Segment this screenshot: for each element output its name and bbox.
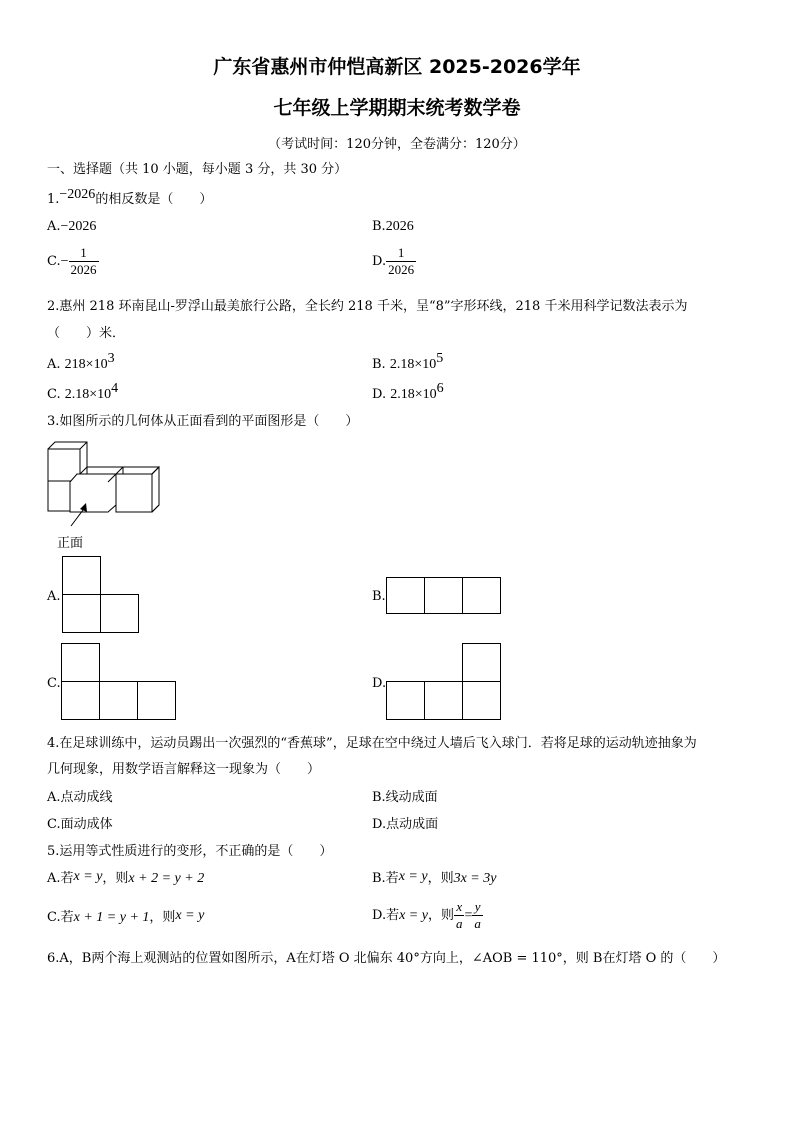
option-value: −2026: [60, 219, 97, 234]
q5-option-d[interactable]: [372, 899, 483, 932]
option-exponent: 5: [436, 351, 444, 366]
q3-option-c-label[interactable]: C.: [47, 676, 61, 691]
q4-option-c[interactable]: C.面动成体: [47, 817, 113, 832]
fraction: [454, 899, 465, 932]
option-base: 2.18×10: [389, 357, 437, 372]
option-exponent: 6: [436, 381, 444, 396]
q2-option-b[interactable]: [372, 351, 443, 373]
exam-title-line1: 广东省惠州市仲恺高新区 2025-2026学年: [213, 56, 581, 78]
option-label: C.: [47, 387, 61, 402]
question-3-stem: 3.如图所示的几何体从正面看到的平面图形是（ ）: [47, 414, 359, 429]
q3-option-d-figure[interactable]: [386, 643, 504, 723]
option-base: 218×10: [64, 357, 108, 372]
fraction: [69, 245, 99, 278]
question-2-stem-line2: （ ）米．: [47, 326, 126, 341]
question-number: 1.: [47, 192, 60, 207]
option-label: B.: [372, 357, 386, 372]
option-exponent: 4: [111, 381, 119, 396]
q1-option-b[interactable]: [372, 219, 414, 235]
question-1-text: 的相反数是（ ）: [95, 192, 213, 207]
question-6-stem: 6.A，B两个海上观测站的位置如图所示，A在灯塔 O 北偏东 40°方向上，∠AOB = 110°，则 B在灯塔 O 的（ ）: [47, 951, 726, 966]
option-label: C.若: [47, 910, 74, 925]
q4-option-b[interactable]: B.线动成面: [372, 790, 438, 805]
option-condition: x = y: [398, 869, 428, 884]
option-value: 2026: [385, 219, 414, 234]
option-then: ，则: [149, 910, 176, 925]
question-1-expr: −2026: [59, 187, 96, 202]
numerator: 1: [386, 245, 416, 262]
q4-option-a[interactable]: A.点动成线: [47, 790, 113, 805]
q2-option-d[interactable]: [372, 381, 444, 403]
exam-title-line2: 七年级上学期期末统考数学卷: [273, 97, 521, 119]
option-base: 2.18×10: [390, 387, 437, 402]
q1-option-d[interactable]: [372, 245, 416, 278]
q3-option-b-label[interactable]: B.: [372, 589, 386, 604]
option-label: B.若: [372, 871, 399, 886]
option-condition: x + 1 = y + 1: [73, 910, 150, 925]
numerator: y: [472, 899, 483, 916]
numerator: 1: [69, 245, 99, 262]
front-label: 正面: [57, 536, 84, 551]
question-4-stem-line1: 4.在足球训练中，运动员踢出一次强烈的“香蕉球”，足球在空中绕过人墙后飞入球门．若将足球的运动轨迹抽象为: [47, 736, 697, 751]
option-then: ，则: [102, 871, 129, 886]
option-exponent: 3: [107, 351, 115, 366]
option-label: D.: [372, 387, 387, 402]
q1-option-a[interactable]: [47, 219, 96, 235]
numerator: x: [454, 899, 465, 916]
q3-option-b-figure[interactable]: [386, 577, 502, 617]
option-base: 2.18×10: [64, 387, 112, 402]
option-label: A.: [47, 357, 61, 372]
denominator: 2026: [388, 262, 415, 277]
option-condition: x = y: [73, 869, 103, 884]
question-4-stem-line2: 几何现象，用数学语言解释这一现象为（ ）: [47, 762, 321, 777]
q5-option-c[interactable]: [47, 906, 204, 926]
q5-option-a[interactable]: [47, 867, 204, 887]
section-heading: 一、选择题（共 10 小题，每小题 3 分，共 30 分）: [47, 162, 348, 177]
option-result: 3x = 3y: [453, 871, 497, 886]
exam-info: （考试时间：120分钟，全卷满分：120分）: [268, 137, 526, 152]
fraction: [386, 245, 416, 278]
option-label: A.: [47, 219, 61, 234]
q3-option-a-figure[interactable]: [62, 556, 142, 636]
denominator: 2026: [70, 262, 97, 277]
option-then: ，则: [427, 871, 454, 886]
q3-option-a-label[interactable]: A.: [47, 589, 61, 604]
solid-figure: [44, 436, 164, 536]
option-label: D.: [372, 254, 387, 269]
q3-option-d-label[interactable]: D.: [372, 676, 387, 691]
question-5-stem: 5.运用等式性质进行的变形，不正确的是（ ）: [47, 844, 333, 859]
denominator: a: [474, 916, 481, 931]
q3-option-c-figure[interactable]: [61, 643, 179, 723]
option-then: ，则: [427, 908, 454, 923]
equals-sign: =: [464, 908, 473, 923]
option-label: B.: [372, 219, 386, 234]
question-2-stem-line1: 2.惠州 218 环南昆山-罗浮山最美旅行公路，全长约 218 千米，呈“8”字形环线，218 千米用科学记数法表示为: [47, 299, 688, 314]
fraction: [472, 899, 483, 932]
option-result: x + 2 = y + 2: [128, 871, 205, 886]
option-condition: x = y: [399, 908, 428, 923]
q1-option-c[interactable]: [47, 245, 99, 278]
option-sign: −: [60, 254, 69, 269]
q4-option-d[interactable]: D.点动成面: [372, 817, 439, 832]
q2-option-c[interactable]: [47, 381, 118, 403]
denominator: a: [455, 916, 463, 931]
q5-option-b[interactable]: [372, 867, 496, 887]
option-label: A.若: [47, 871, 74, 886]
q2-option-a[interactable]: [47, 351, 115, 373]
option-result: x = y: [175, 908, 205, 923]
option-label: D.若: [372, 908, 400, 923]
question-1-stem: [47, 188, 212, 208]
option-label: C.: [47, 254, 61, 269]
